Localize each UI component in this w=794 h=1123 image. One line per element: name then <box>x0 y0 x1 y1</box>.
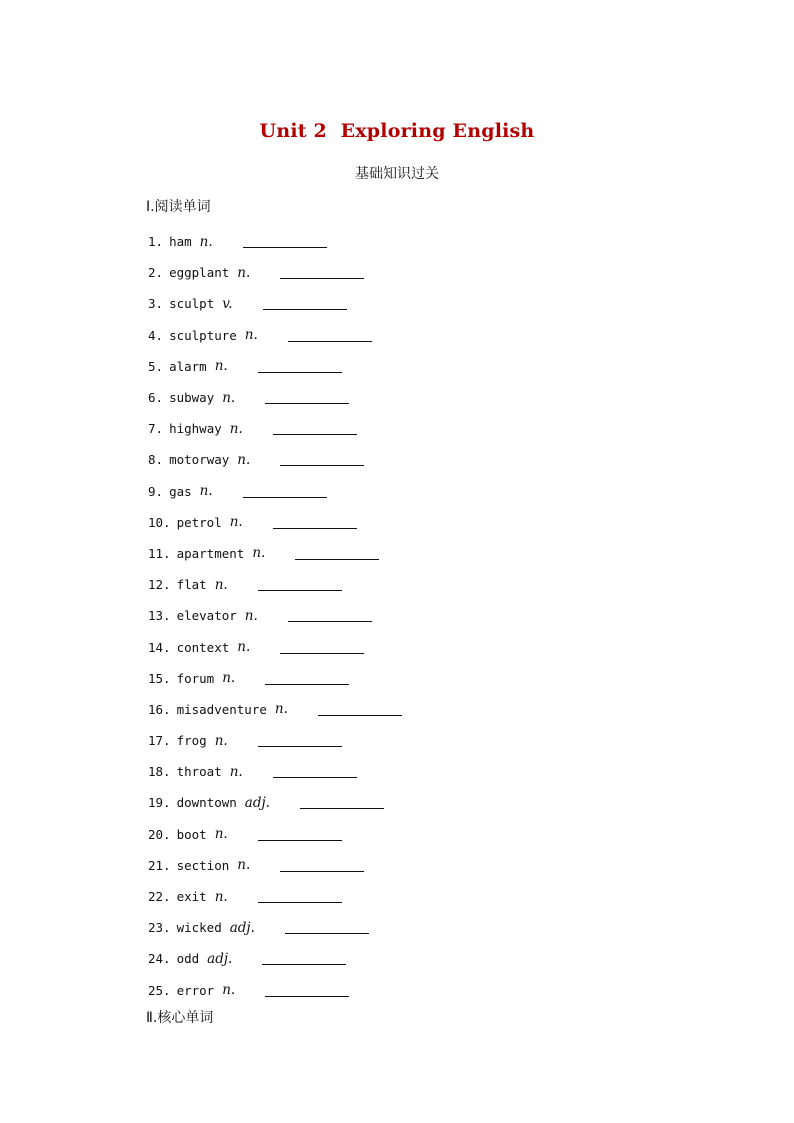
item-number: 4. <box>148 327 164 343</box>
item-number: 14. <box>148 639 171 655</box>
part-of-speech: n. <box>199 233 213 250</box>
part-of-speech: n. <box>229 763 243 780</box>
item-number: 7. <box>148 421 164 437</box>
item-number: 8. <box>148 452 164 468</box>
item-number: 21. <box>148 857 171 873</box>
vocab-item <box>148 912 402 943</box>
item-word: forum <box>176 670 215 686</box>
item-number: 12. <box>148 577 171 593</box>
part-of-speech: n. <box>214 888 228 905</box>
section-heading-reading-words: Ⅰ.阅读单词 <box>146 199 211 215</box>
vocab-item <box>148 787 402 818</box>
part-of-speech: adj. <box>244 794 270 811</box>
item-word: section <box>176 857 230 873</box>
item-word: throat <box>176 764 222 780</box>
part-of-speech: n. <box>237 857 251 874</box>
item-number: 11. <box>148 545 171 561</box>
item-word: misadventure <box>176 701 267 717</box>
item-number: 3. <box>148 296 164 312</box>
unit-title: Unit 2 Exploring English <box>259 120 535 142</box>
item-word: gas <box>169 483 192 499</box>
answer-blank[interactable] <box>273 765 357 778</box>
item-number: 9. <box>148 483 164 499</box>
answer-blank[interactable] <box>258 890 342 903</box>
item-number: 16. <box>148 701 171 717</box>
vocab-item <box>148 943 402 974</box>
answer-blank[interactable] <box>265 984 349 997</box>
vocab-item <box>148 756 402 787</box>
vocab-item <box>148 507 402 538</box>
item-number: 15. <box>148 670 171 686</box>
part-of-speech: adj. <box>229 919 255 936</box>
part-of-speech: v. <box>222 295 233 312</box>
item-number: 19. <box>148 795 171 811</box>
item-word: highway <box>169 421 222 437</box>
answer-blank[interactable] <box>280 859 364 872</box>
vocab-item <box>148 382 402 413</box>
vocab-item <box>148 226 402 257</box>
item-number: 10. <box>148 514 171 530</box>
answer-blank[interactable] <box>243 485 327 498</box>
vocab-item <box>148 413 402 444</box>
item-number: 6. <box>148 390 164 406</box>
item-word: context <box>176 639 230 655</box>
answer-blank[interactable] <box>258 360 342 373</box>
answer-blank[interactable] <box>285 921 369 934</box>
part-of-speech: n. <box>214 732 228 749</box>
part-of-speech: n. <box>237 639 251 656</box>
item-word: downtown <box>176 795 237 811</box>
vocab-item <box>148 288 402 319</box>
part-of-speech: adj. <box>207 950 233 967</box>
vocab-item <box>148 663 402 694</box>
item-word: error <box>176 982 215 998</box>
vocab-item <box>148 694 402 725</box>
item-word: wicked <box>176 920 222 936</box>
answer-blank[interactable] <box>263 297 347 310</box>
item-number: 20. <box>148 826 171 842</box>
answer-blank[interactable] <box>288 329 372 342</box>
item-word: elevator <box>176 608 237 624</box>
part-of-speech: n. <box>229 514 243 531</box>
item-number: 23. <box>148 920 171 936</box>
answer-blank[interactable] <box>300 796 384 809</box>
section-heading-core-words: Ⅱ.核心单词 <box>146 1010 214 1026</box>
answer-blank[interactable] <box>243 235 327 248</box>
part-of-speech: n. <box>199 483 213 500</box>
part-of-speech: n. <box>252 545 266 562</box>
part-of-speech: n. <box>274 701 288 718</box>
item-number: 18. <box>148 764 171 780</box>
item-word: eggplant <box>169 265 230 281</box>
part-of-speech: n. <box>222 670 236 687</box>
vocab-item <box>148 444 402 475</box>
item-word: frog <box>176 733 207 749</box>
item-number: 22. <box>148 889 171 905</box>
part-of-speech: n. <box>244 327 258 344</box>
part-of-speech: n. <box>222 389 236 406</box>
vocab-item <box>148 320 402 351</box>
vocab-item <box>148 600 402 631</box>
item-word: flat <box>176 577 207 593</box>
answer-blank[interactable] <box>262 952 346 965</box>
answer-blank[interactable] <box>280 641 364 654</box>
vocab-item <box>148 725 402 756</box>
answer-blank[interactable] <box>273 516 357 529</box>
item-number: 2. <box>148 265 164 281</box>
item-number: 1. <box>148 234 164 250</box>
item-word: boot <box>176 826 207 842</box>
answer-blank[interactable] <box>288 609 372 622</box>
answer-blank[interactable] <box>280 266 364 279</box>
item-word: odd <box>176 951 200 967</box>
vocabulary-list <box>148 226 402 1006</box>
vocab-item <box>148 819 402 850</box>
item-word: subway <box>169 390 215 406</box>
part-of-speech: n. <box>237 451 251 468</box>
answer-blank[interactable] <box>318 703 402 716</box>
item-word: petrol <box>176 514 222 530</box>
vocab-item <box>148 476 402 507</box>
vocab-item <box>148 257 402 288</box>
answer-blank[interactable] <box>258 828 342 841</box>
vocab-item <box>148 538 402 569</box>
item-number: 5. <box>148 358 164 374</box>
item-word: motorway <box>169 452 230 468</box>
vocab-item <box>148 569 402 600</box>
answer-blank[interactable] <box>273 422 357 435</box>
part-of-speech: n. <box>222 982 236 999</box>
answer-blank[interactable] <box>280 453 364 466</box>
part-of-speech: n. <box>237 264 251 281</box>
part-of-speech: n. <box>244 607 258 624</box>
item-word: sculpt <box>169 296 215 312</box>
page-subtitle: 基础知识过关 <box>355 166 439 182</box>
item-word: ham <box>169 234 192 250</box>
part-of-speech: n. <box>229 420 243 437</box>
vocab-item <box>148 631 402 662</box>
item-word: exit <box>176 889 207 905</box>
item-number: 24. <box>148 951 171 967</box>
vocab-item <box>148 975 402 1006</box>
vocab-item <box>148 351 402 382</box>
answer-blank[interactable] <box>295 547 379 560</box>
vocab-item <box>148 881 402 912</box>
item-number: 25. <box>148 982 171 998</box>
item-number: 13. <box>148 608 171 624</box>
part-of-speech: n. <box>214 826 228 843</box>
answer-blank[interactable] <box>258 578 342 591</box>
item-word: apartment <box>176 545 245 561</box>
item-word: sculpture <box>169 327 237 343</box>
answer-blank[interactable] <box>265 672 349 685</box>
item-number: 17. <box>148 733 171 749</box>
answer-blank[interactable] <box>265 391 349 404</box>
part-of-speech: n. <box>214 358 228 375</box>
vocab-item <box>148 850 402 881</box>
answer-blank[interactable] <box>258 734 342 747</box>
part-of-speech: n. <box>214 576 228 593</box>
item-word: alarm <box>169 358 207 374</box>
